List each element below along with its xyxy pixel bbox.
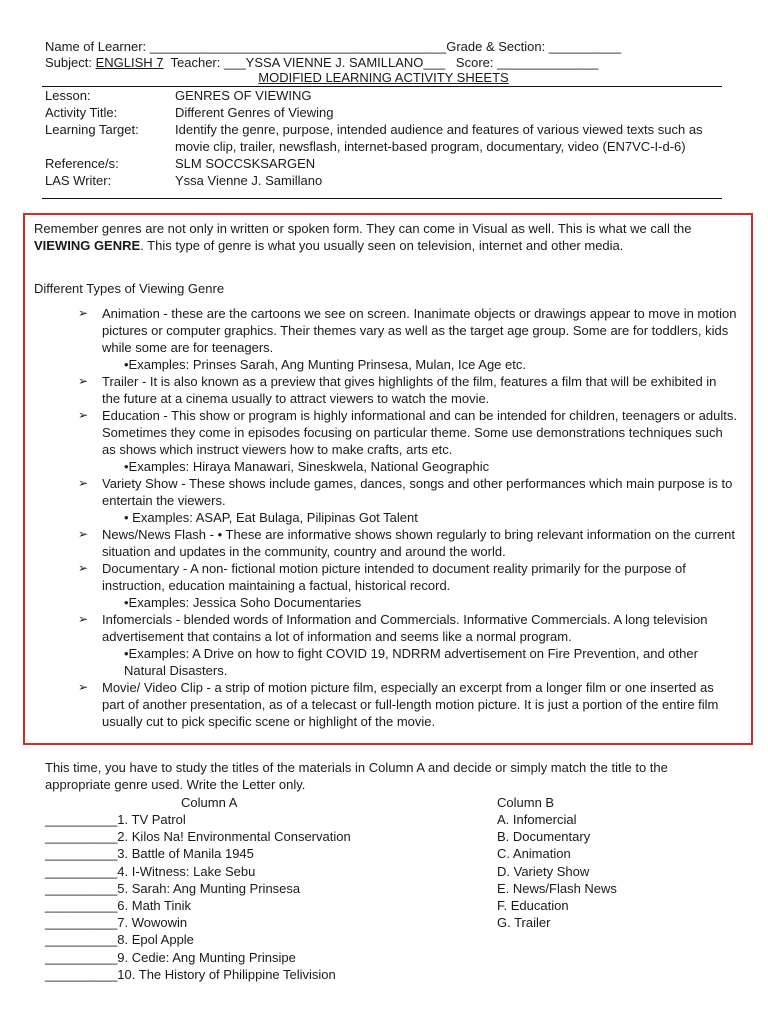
divider-bottom <box>42 198 722 199</box>
genre-description: Animation - these are the cartoons we see on screen. Inanimate objects or drawings appear to move in motion pictures or computer graphics. Their themes vary as well as the target age group. Some are for toddlers, kids while some are for teenagers. <box>102 306 737 355</box>
meta-label: Reference/s: <box>45 156 119 171</box>
teacher-value: ___YSSA VIENNE J. SAMILLANO___ <box>223 55 446 70</box>
column-a-item: __________7. Wowowin <box>45 915 188 931</box>
teacher-label: Teacher: <box>163 55 224 70</box>
column-b-item: E. News/Flash News <box>497 880 617 896</box>
learner-grade-line <box>45 38 725 55</box>
genre-description: Trailer - It is also known as a preview that gives highlights of the film, features a film that will be exhibited in the future at a cinema usually to attract viewers to watch the movie. <box>102 374 717 406</box>
meta-row <box>45 87 725 104</box>
intro-paragraph <box>34 220 744 254</box>
genre-examples: •Examples: Hiraya Manawari, Sineskwela, National Geographic <box>124 459 490 474</box>
column-a-list <box>45 811 351 983</box>
column-b-item: C. Animation <box>497 846 571 862</box>
genre-examples: •Examples: A Drive on how to fight COVID 19, NDRRM advertisement on Fire Prevention, and other Natural Disasters. <box>124 646 698 678</box>
column-a-item: __________2. Kilos Na! Environmental Conservation <box>45 829 351 845</box>
meta-value: Different Genres of Viewing <box>175 105 334 120</box>
genre-description: Documentary - A non- fictional motion picture intended to document reality primarily for the purpose of instruction, education maintaining a factual, historical record. <box>102 561 686 593</box>
meta-label: Learning Target: <box>45 122 139 137</box>
meta-row <box>45 155 725 172</box>
grade-label: Grade & Section: <box>446 39 549 54</box>
genre-list <box>78 305 738 730</box>
meta-row <box>45 104 725 121</box>
meta-value: Yssa Vienne J. Samillano <box>175 173 323 188</box>
genre-item <box>78 407 738 475</box>
arrow-bullet-icon: ➢ <box>78 374 89 388</box>
grade-blank: __________ <box>548 39 622 54</box>
types-heading: Different Types of Viewing Genre <box>34 281 225 296</box>
column-b-item: G. Trailer <box>497 915 551 931</box>
column-a-item: __________9. Cedie: Ang Munting Prinsipe <box>45 949 296 965</box>
arrow-bullet-icon: ➢ <box>78 561 89 575</box>
arrow-bullet-icon: ➢ <box>78 408 89 422</box>
column-b-heading: Column B <box>497 795 555 810</box>
column-a-item: __________8. Epol Apple <box>45 932 194 948</box>
genre-item <box>78 305 738 373</box>
learner-label: Name of Learner: <box>45 39 150 54</box>
score-blank: ______________ <box>497 55 599 70</box>
column-b-item: B. Documentary <box>497 829 591 845</box>
arrow-bullet-icon: ➢ <box>78 527 89 541</box>
genre-item <box>78 526 738 560</box>
meta-value: SLM SOCCSKSARGEN <box>175 156 316 171</box>
subject-label: Subject: <box>45 55 96 70</box>
page-title: MODIFIED LEARNING ACTIVITY SHEETS <box>258 70 509 85</box>
arrow-bullet-icon: ➢ <box>78 306 89 320</box>
genre-description: Movie/ Video Clip - a strip of motion picture film, especially an excerpt from a longer film or one inserted as part of another presentation, as of a telecast or full-length motion picture. It is just a portion of the entire film usually cut to pick specific scene or highlight of the movie. <box>102 680 719 729</box>
column-a-item: __________5. Sarah: Ang Munting Prinsesa <box>45 880 301 896</box>
learner-blank: _________________________________________ <box>149 39 447 54</box>
arrow-bullet-icon: ➢ <box>78 680 89 694</box>
activity-instructions: This time, you have to study the titles of the materials in Column A and decide or simply match the title to the appropriate genre used. Write the Letter only. <box>45 760 668 792</box>
genre-description: Variety Show - These shows include games, dances, songs and other performances which main purpose is to entertain the viewers. <box>102 476 733 508</box>
lesson-meta-table <box>45 87 725 189</box>
genre-description: Infomercials - blended words of Information and Commercials. Informative Commercials. A long television advertisement that contains a lot of information and seems like a normal program. <box>102 612 708 644</box>
meta-label: Activity Title: <box>45 105 118 120</box>
genre-description: News/News Flash - • These are informative shows shown regularly to bring relevant information on the current situation and updates in the community, country and around the world. <box>102 527 735 559</box>
genre-item <box>78 611 738 679</box>
meta-label: Lesson: <box>45 88 91 103</box>
meta-label: LAS Writer: <box>45 173 112 188</box>
column-a-item: __________6. Math Tinik <box>45 897 191 913</box>
column-a-item: __________10. The History of Philippine Telivision <box>45 966 336 982</box>
genre-item <box>78 373 738 407</box>
genre-item <box>78 679 738 730</box>
arrow-bullet-icon: ➢ <box>78 612 89 626</box>
genre-examples: •Examples: Jessica Soho Documentaries <box>124 595 362 610</box>
intro-bold-term: VIEWING GENRE <box>34 238 141 253</box>
score-label: Score: <box>445 55 498 70</box>
intro-text: Remember genres are not only in written or spoken form. They can come in Visual as well. This is what we call the <box>34 221 692 236</box>
column-a-item: __________4. I-Witness: Lake Sebu <box>45 863 256 879</box>
arrow-bullet-icon: ➢ <box>78 476 89 490</box>
meta-row <box>45 121 725 155</box>
column-b-item: D. Variety Show <box>497 863 590 879</box>
intro-text-end: . This type of genre is what you usually seen on television, internet and other media. <box>140 238 624 253</box>
genre-description: Education - This show or program is highly informational and can be intended for children, teenagers or adults. Sometimes they come in episodes focusing on particular theme. Some use demonstrations techniques such as shows which instruct viewers how to make crafts, arts etc. <box>102 408 737 457</box>
subject-value: ENGLISH 7 <box>95 55 164 70</box>
genre-item <box>78 475 738 526</box>
genre-examples: • Examples: ASAP, Eat Bulaga, Pilipinas Got Talent <box>124 510 418 525</box>
column-b-item: A. Infomercial <box>497 812 577 827</box>
column-b-list <box>497 811 617 931</box>
column-a-item: __________1. TV Patrol <box>45 812 186 827</box>
meta-value: GENRES OF VIEWING <box>175 88 312 103</box>
meta-row <box>45 172 725 189</box>
genre-item <box>78 560 738 611</box>
meta-value: Identify the genre, purpose, intended audience and features of various viewed texts such as movie clip, trailer, newsflash, internet-based program, documentary, video (EN7VC-I-d-6) <box>175 122 703 154</box>
genre-examples: •Examples: Prinses Sarah, Ang Munting Prinsesa, Mulan, Ice Age etc. <box>124 357 526 372</box>
column-b-item: F. Education <box>497 897 569 913</box>
column-a-item: __________3. Battle of Manila 1945 <box>45 846 254 862</box>
column-a-heading: Column A <box>181 795 238 810</box>
